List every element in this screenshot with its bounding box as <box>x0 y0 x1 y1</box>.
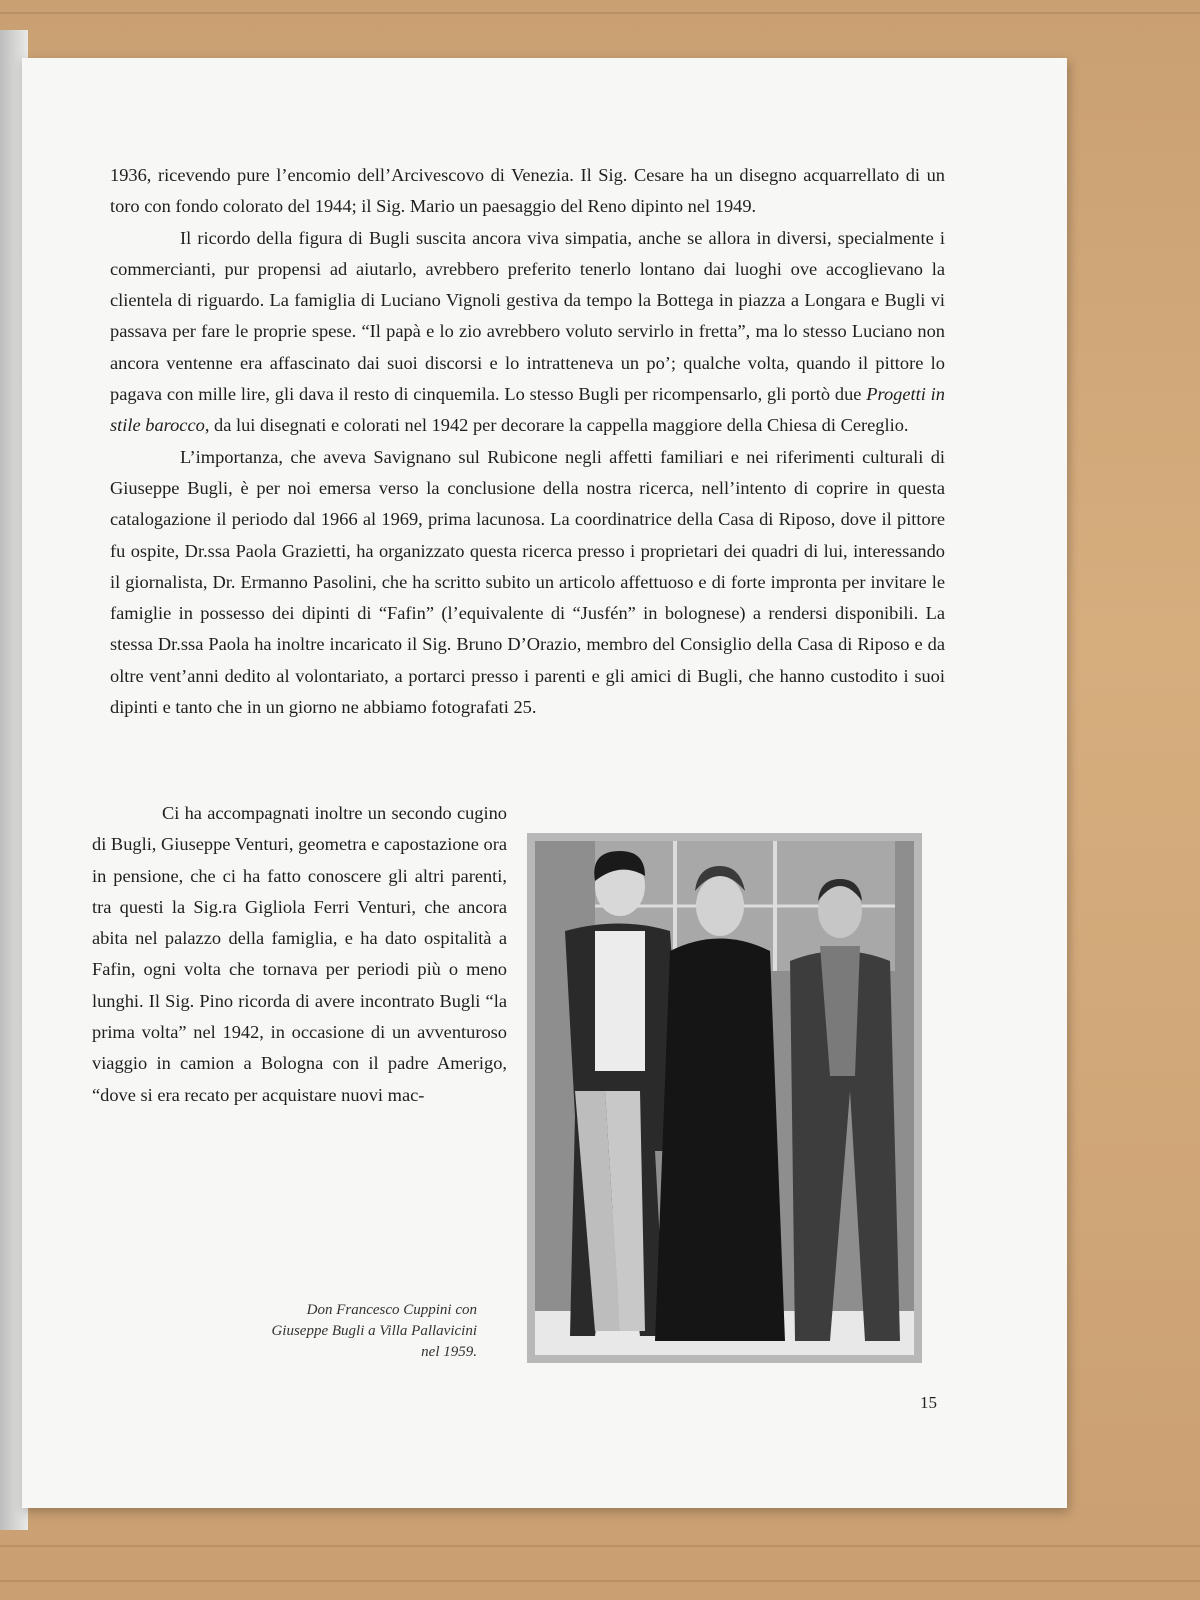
black-and-white-photo <box>535 841 914 1355</box>
photo-illustration <box>535 841 914 1355</box>
paragraph-3: L’importanza, che aveva Savignano sul Rubicone negli affetti familiari e nei riferimenti culturali di Giuseppe Bugli, è per noi emersa verso la conclusione della nostra ricerca, nell’intento di coprire in questa catalogazione il periodo dal 1966 al 1969, prima lacunosa. La coordinatrice della Casa di Riposo, dove il pittore fu ospite, Dr.ssa Paola Grazietti, ha organizzato questa ricerca presso i proprietari dei quadri di lui, interessando il giornalista, Dr. Ermanno Pasolini, che ha scritto subito un articolo affettuoso e di forte impronta per invitare le famiglie in possesso dei dipinti di “Fafin” (l’equivalente di “Jusfén” in bolognese) a rendersi disponibili. La stessa Dr.ssa Paola ha inoltre incaricato il Sig. Bruno D’Orazio, membro del Consiglio della Casa di Riposo e da oltre vent’anni dedito al volontariato, a portarci presso i parenti e gli amici di Bugli, che hanno custodito i suoi dipinti e tanto che in un giorno ne abbiamo fotografati 25. <box>110 446 945 718</box>
book-page <box>22 58 1067 1508</box>
italic-title: Progetti in stile barocco <box>110 384 945 436</box>
photo-frame <box>527 833 922 1363</box>
body-text <box>110 160 945 723</box>
paragraph-4: Ci ha accompagnati inoltre un secondo cugino di Bugli, Giuseppe Venturi, geometra e capostazione ora in pensione, che ci ha fatto conoscere gli altri parenti, tra questi la Sig.ra Gigliola Ferri Venturi, che ancora abita nel palazzo della famiglia, e ha dato ospitalità a Fafin, ogni volta che tornava per periodi più o meno lunghi. Il Sig. Pino ricorda di avere incontrato Bugli “la prima volta” nel 1942, in occasione di un avventuroso viaggio in camion a Bologna con il padre Amerigo, “dove si era recato per acquistare nuovi mac- <box>92 803 507 1105</box>
page-number: 15 <box>920 1393 937 1412</box>
paragraph-1: 1936, ricevendo pure l’encomio dell’Arcivescovo di Venezia. Il Sig. Cesare ha un disegno acquarrellato di un toro con fondo colorato del 1944; il Sig. Mario un paesaggio del Reno dipinto nel 1949. <box>110 165 945 217</box>
paragraph-2: Il ricordo della figura di Bugli suscita ancora viva simpatia, anche se allora in diversi, specialmente i commercianti, pur propensi ad aiutarlo, avrebbero preferito tenerlo lontano dai luoghi ove accoglievano la clientela di riguardo. La famiglia di Luciano Vignoli gestiva da tempo la Bottega in piazza a Longara e Bugli vi passava per fare le proprie spese. “Il papà e lo zio avrebbero voluto servirlo in fretta”, ma lo stesso Luciano non ancora ventenne era affascinato dai suoi discorsi e lo intratteneva un po’; qualche volta, quando il pittore lo pagava con mille lire, gli dava il resto di cinquemila. Lo stesso Bugli per ricompensarlo, gli portò due Progetti in stile barocco, da lui disegnati e colorati nel 1942 per decorare la cappella maggiore della Chiesa di Cereglio. <box>110 227 945 436</box>
left-column-text <box>92 798 507 1111</box>
photo-caption: Don Francesco Cuppini con Giuseppe Bugli a Villa Pallavicini nel 1959. <box>271 1302 477 1360</box>
